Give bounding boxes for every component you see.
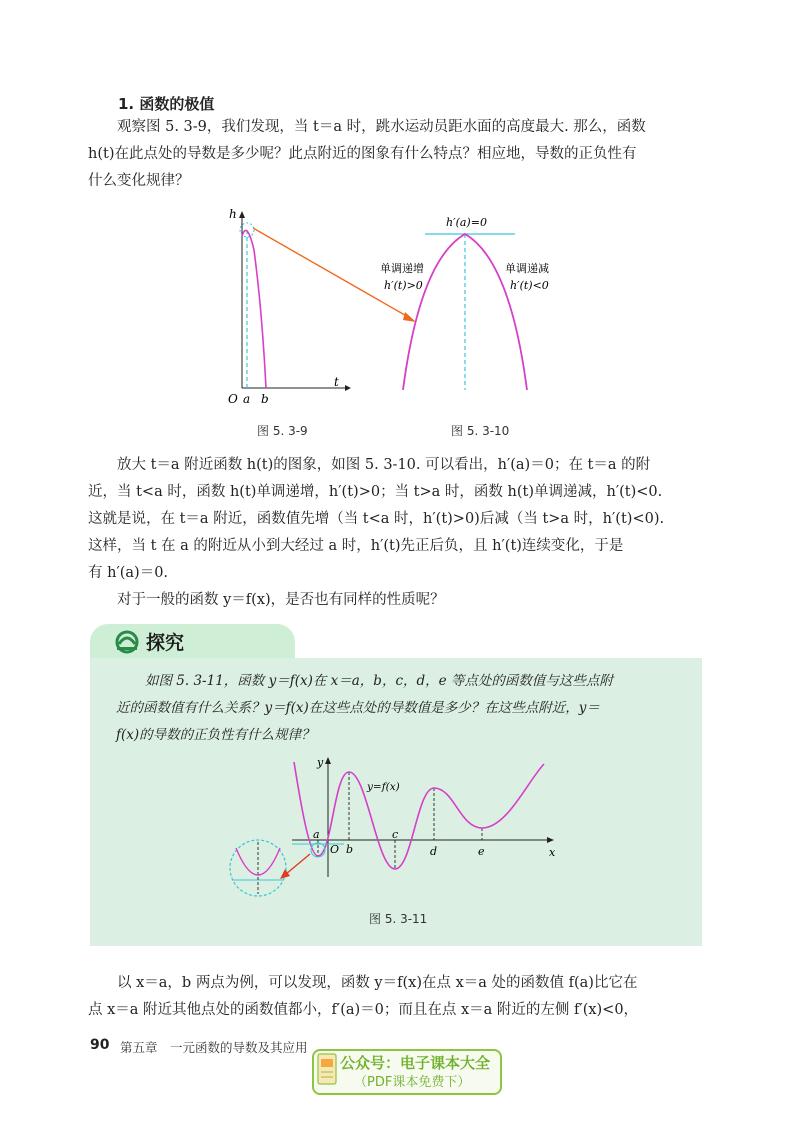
explore-line: f(x)的导数的正负性有什么规律？ [116,727,315,743]
conclusion-line: 点 x＝a 附近其他点处的函数值都小，f′(a)＝0；而且在点 x＝a 附近的左侧 f′(x)<0， [88,1002,639,1018]
fig539-h-arrow-icon [239,211,245,218]
analysis-paragraph [88,452,698,614]
fig5311-origin-label: O [330,843,340,856]
explore-line: 近的函数值有什么关系？y＝f(x)在这些点处的导数值是多少？在这些点附近，y＝ [116,700,600,716]
fig5311-arrow [286,854,310,874]
intro-line: h(t)在此点处的导数是多少呢？此点附近的图象有什么特点？相应地，导数的正负性有 [88,146,637,162]
intro-paragraph [88,114,698,195]
watermark-line1: 公众号：电子课本大全 [340,1054,491,1072]
chapter-title: 第五章 一元函数的导数及其应用 [120,1040,308,1055]
fig5311-y-arrow-icon [325,757,331,764]
watermark-line2: （PDF课本免费下） [354,1075,471,1090]
fig5310-left-label-1: 单调递增 [380,262,424,275]
analysis-line: 近，当 t<a 时，函数 h(t)单调递增，h′(t)>0；当 t>a 时，函数 h(t)单调递减，h′(t)<0. [88,484,663,500]
fig5311-x-label: x [549,846,556,859]
fig5310-right-label-1: 单调递减 [505,262,549,275]
fig539-curve [242,230,266,388]
analysis-line: 有 h′(a)＝0. [88,565,169,581]
analysis-line: 这就是说，在 t＝a 附近，函数值先增（当 t<a 时，h′(t)>0)后减（当 t>a 时，h′(t)<0). [88,511,665,527]
fig5311-x-arrow-icon [547,837,554,843]
fig5311-e-label: e [478,845,485,858]
fig5311-d-label: d [430,845,438,858]
fig539-h-label: h [229,207,237,221]
fig5310-right-label-2: h′(t)<0 [510,279,549,292]
watermark-book-icon [316,1052,338,1088]
fig539-t-label: t [334,375,339,389]
fig5311-arrow-head-icon [280,869,290,879]
explore-title: 探究 [146,632,185,654]
intro-line: 什么变化规律？ [88,173,190,189]
fig5311-a-label: a [313,828,320,841]
fig539-t-arrow-icon [345,385,351,391]
fig5310-left-label-2: h′(t)>0 [384,279,423,292]
fig539-b-label: b [261,392,269,406]
fig5311-b-label: b [346,843,354,856]
intro-line: 观察图 5. 3-9，我们发现，当 t＝a 时，跳水运动员距水面的高度最大. 那么，函数 [117,119,646,135]
analysis-question: 对于一般的函数 y＝f(x)，是否也有同样的性质呢？ [117,592,445,608]
zoom-arrow-head-icon [403,312,416,322]
figure-5-3-11-caption: 图 5. 3-11 [369,912,428,926]
explore-line: 如图 5. 3-11，函数 y＝f(x)在 x＝a，b，c，d，e 等点处的函数值与这些点附 [145,673,613,689]
figure-5-3-11 [222,752,562,902]
fig5311-c-label: c [392,828,399,841]
figure-5-3-10-caption: 图 5. 3-10 [451,424,510,438]
explore-icon [114,630,142,654]
figure-5-3-9-and-10 [220,200,550,420]
page-number: 90 [90,1037,110,1053]
fig539-origin-label: O [228,392,238,406]
fig5311-y-label: y [317,756,324,769]
fig539-a-label: a [243,392,251,406]
analysis-line: 放大 t＝a 附近函数 h(t)的图象，如图 5. 3-10. 可以看出，h′(a)＝0；在 t＝a 的附 [117,457,651,473]
conclusion-paragraph [88,970,698,1024]
fig5310-top-label: h′(a)=0 [446,216,487,229]
analysis-line: 这样，当 t 在 a 的附近从小到大经过 a 时，h′(t)先正后负，且 h′(t)连续变化，于是 [88,538,624,554]
figure-5-3-9-caption: 图 5. 3-9 [257,424,308,438]
fig5311-curve-label: y=f(x) [367,781,400,793]
explore-text [116,668,691,749]
section-heading: 1. 函数的极值 [118,95,215,113]
conclusion-line: 以 x＝a，b 两点为例，可以发现，函数 y＝f(x)在点 x＝a 处的函数值 f(a)比它在 [117,975,638,991]
